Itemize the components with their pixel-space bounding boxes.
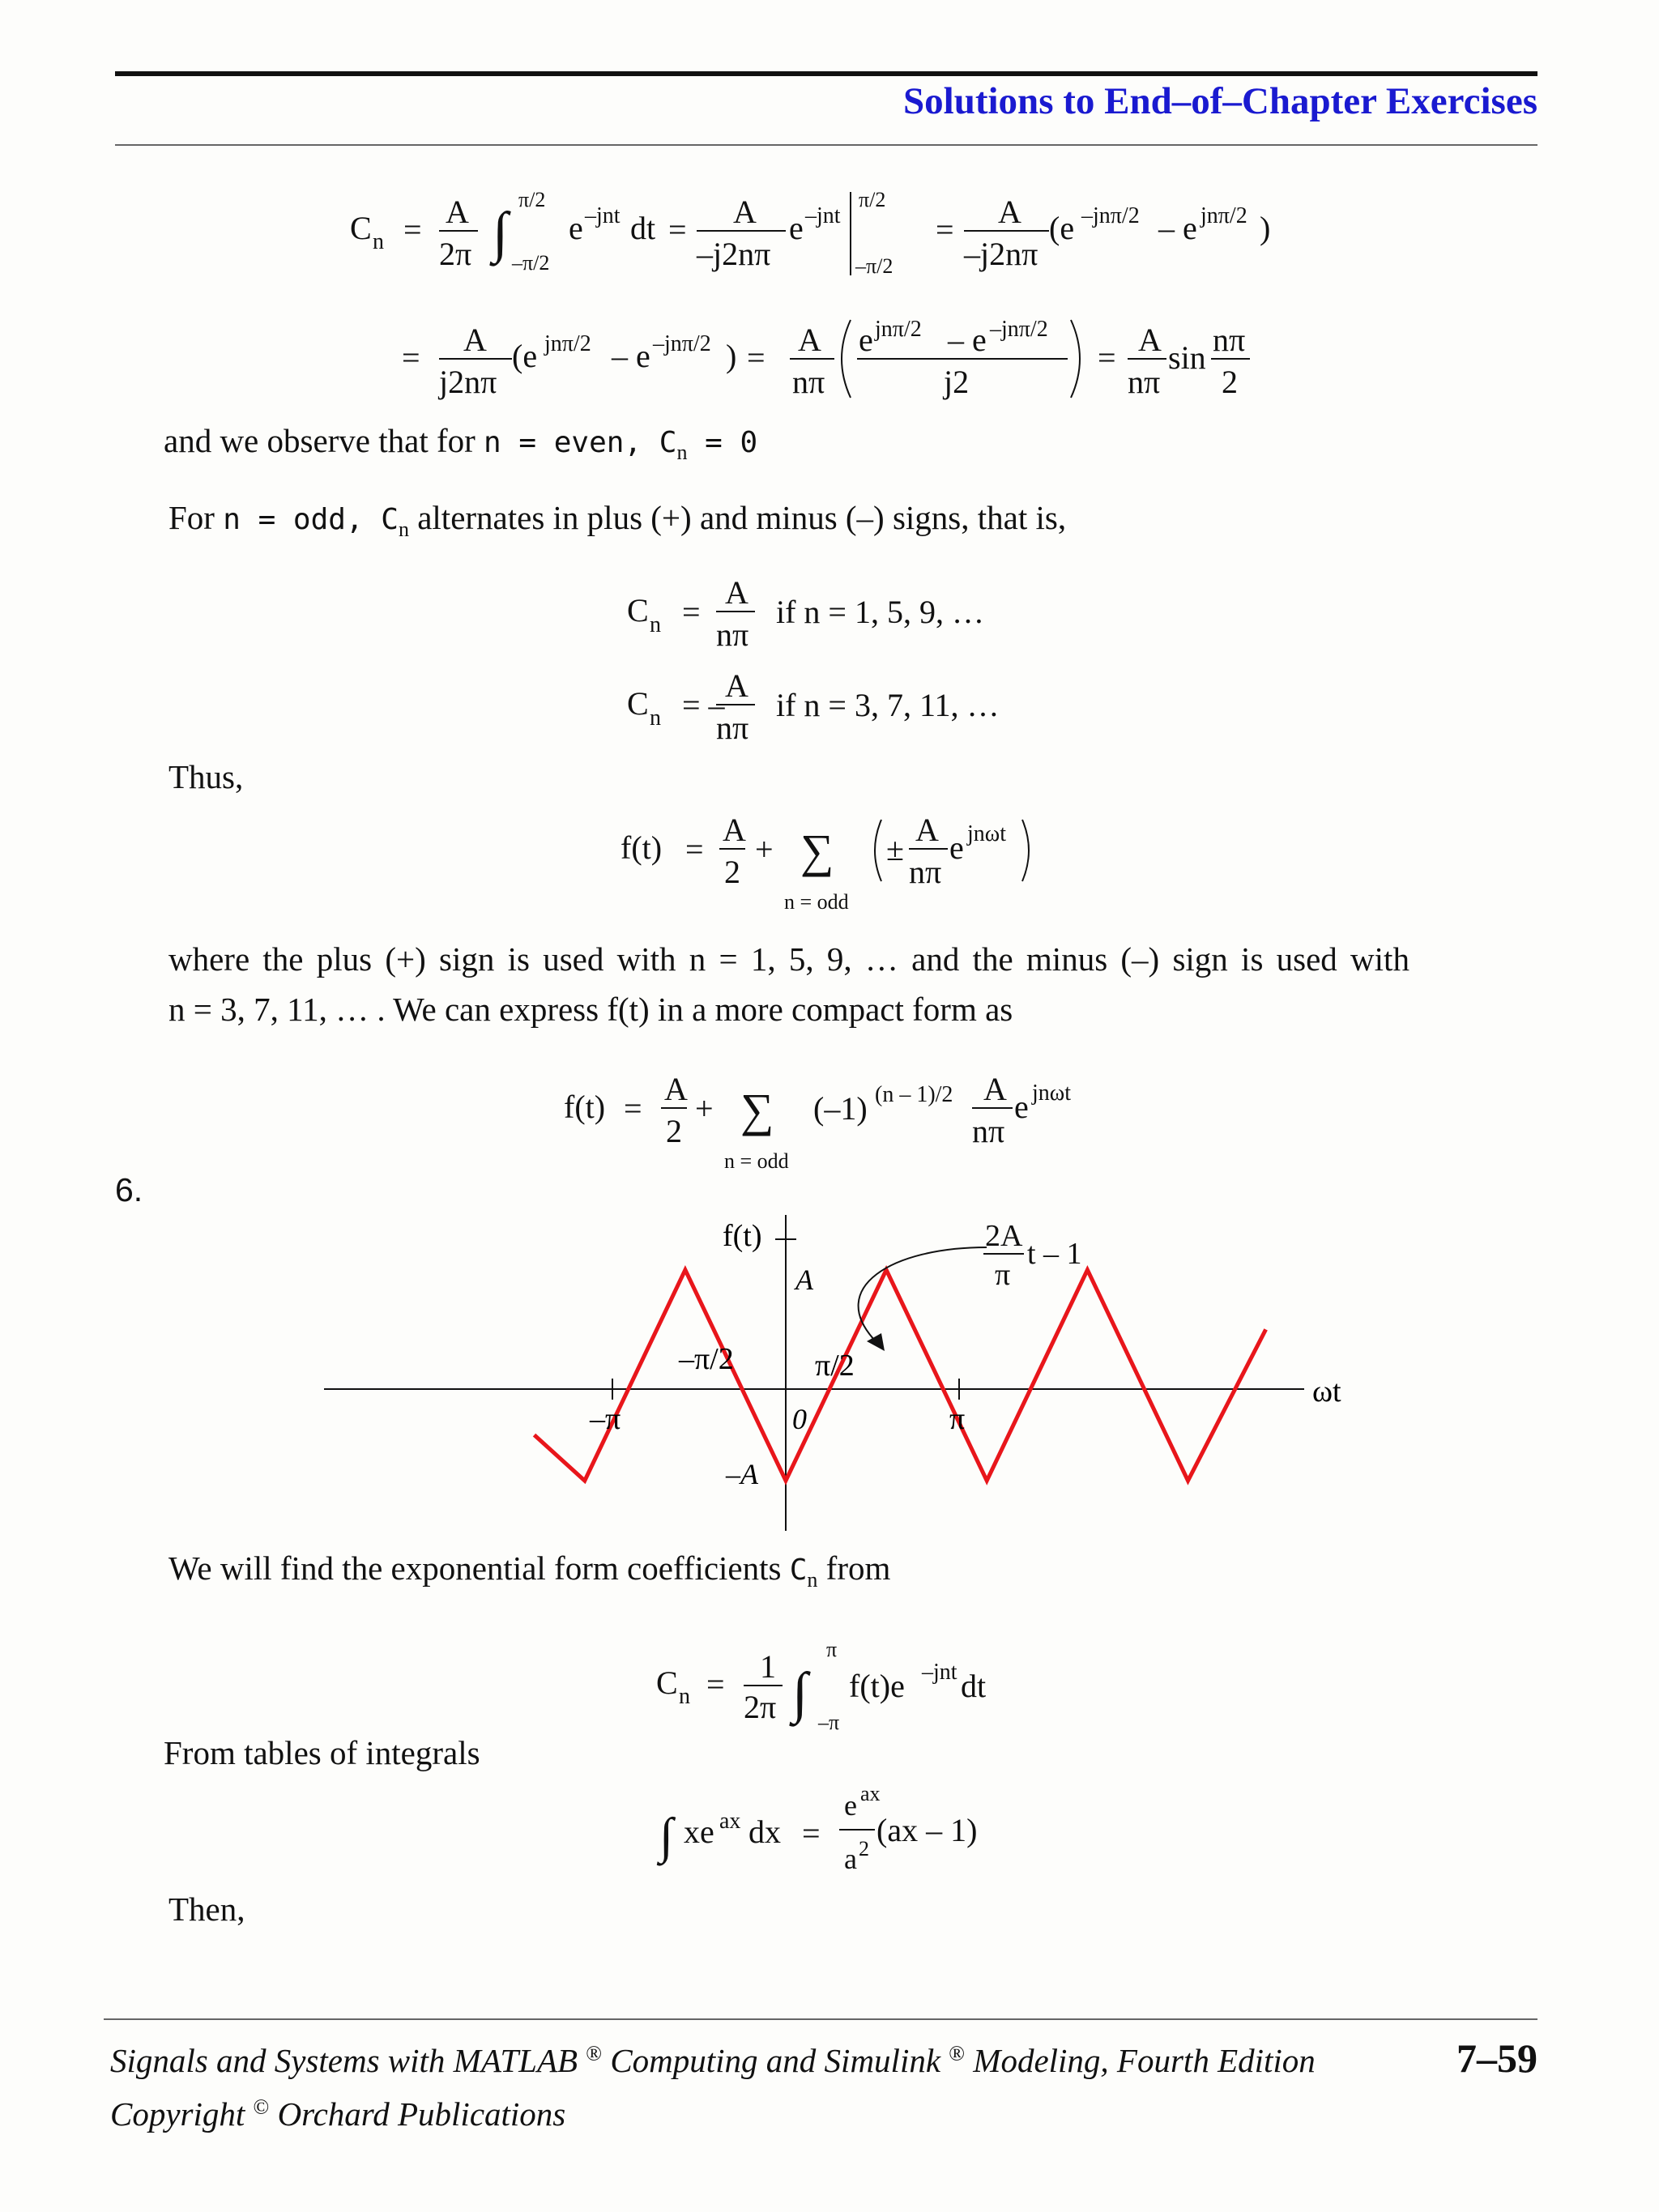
- svg-text:=: =: [685, 831, 704, 867]
- svg-text:±: ±: [886, 831, 904, 867]
- svg-text:=: =: [936, 211, 954, 248]
- svg-text:π/2: π/2: [859, 188, 886, 211]
- header-underline: [115, 144, 1537, 146]
- svg-text:if n = 1, 5, 9, …: if n = 1, 5, 9, …: [776, 594, 984, 630]
- svg-text:f(t)e: f(t)e: [849, 1668, 905, 1704]
- svg-text:= –: = –: [682, 687, 725, 723]
- svg-text:∫: ∫: [659, 1809, 673, 1864]
- copyright-mark: ©: [253, 2095, 270, 2119]
- svg-text:=: =: [403, 211, 422, 248]
- even-observation: [164, 421, 757, 465]
- svg-text:nπ: nπ: [792, 364, 825, 400]
- svg-text:ax: ax: [860, 1782, 881, 1805]
- svg-text:+: +: [755, 831, 774, 867]
- svg-text:–π: –π: [818, 1711, 840, 1734]
- svg-text:a: a: [844, 1843, 857, 1875]
- svg-text:n: n: [650, 612, 661, 637]
- svg-text:dx: dx: [748, 1813, 781, 1850]
- svg-text:if n = 3, 7, 11, …: if n = 3, 7, 11, …: [776, 687, 1000, 723]
- svg-text:j2nπ: j2nπ: [439, 364, 497, 400]
- page-number: 7–59: [1456, 2035, 1537, 2081]
- svg-text:C: C: [627, 685, 649, 722]
- svg-text:e: e: [1014, 1089, 1029, 1125]
- odd-for: For: [168, 499, 215, 536]
- svg-text:(e: (e: [1049, 210, 1075, 246]
- top-rule: [115, 71, 1537, 76]
- footer-book-title: [110, 2041, 1316, 2080]
- svg-text:f(t): f(t): [621, 829, 663, 866]
- svg-text:nπ: nπ: [716, 616, 749, 653]
- even-subscript: n: [676, 441, 688, 465]
- table-integral-equation: [656, 1778, 1013, 1891]
- svg-text:– e: – e: [1158, 210, 1197, 246]
- svg-text:A: A: [725, 574, 748, 611]
- svg-text:–jnt: –jnt: [922, 1660, 957, 1685]
- svg-text:C: C: [656, 1664, 678, 1701]
- svg-text:n: n: [679, 1684, 690, 1709]
- svg-text:–jnπ/2: –jnπ/2: [653, 331, 711, 356]
- svg-text:–jnπ/2: –jnπ/2: [990, 317, 1048, 342]
- y-axis-label: f(t): [723, 1219, 762, 1253]
- svg-text:∑: ∑: [800, 825, 834, 877]
- tables-label: From tables of integrals: [164, 1734, 480, 1771]
- svg-text:jnπ/2: jnπ/2: [875, 317, 922, 342]
- svg-text:e: e: [844, 1789, 857, 1822]
- svg-text:A: A: [664, 1071, 688, 1107]
- svg-text:–j2nπ: –j2nπ: [697, 236, 771, 272]
- svg-text:–jnt: –jnt: [585, 203, 621, 228]
- svg-text:=: =: [682, 594, 701, 630]
- odd-observation: [168, 498, 1066, 542]
- svg-text:–π/2: –π/2: [855, 254, 893, 278]
- svg-text:1: 1: [760, 1648, 776, 1685]
- svg-text:∫: ∫: [792, 1662, 808, 1724]
- svg-text:A: A: [723, 812, 746, 848]
- registered-mark-1: ®: [586, 2041, 603, 2065]
- svg-text:(e: (e: [512, 338, 538, 374]
- svg-text:(ax – 1): (ax – 1): [876, 1812, 978, 1848]
- even-zero: = 0: [687, 426, 758, 459]
- even-observation-text: and we observe that for: [164, 422, 476, 459]
- svg-text:f(t): f(t): [564, 1089, 606, 1125]
- svg-text:n = odd: n = odd: [784, 890, 849, 914]
- svg-text:jnωt: jnωt: [1032, 1080, 1071, 1106]
- svg-text:2A: 2A: [985, 1219, 1023, 1253]
- svg-text:jnωt: jnωt: [967, 821, 1006, 846]
- ft-series-equation: [616, 802, 1069, 923]
- odd-subscript: n: [398, 518, 409, 542]
- svg-text:A: A: [1138, 322, 1162, 358]
- svg-text:xe: xe: [684, 1813, 714, 1850]
- origin-label: 0: [792, 1403, 807, 1435]
- neg-amp-label: –A: [726, 1458, 758, 1490]
- svg-text:t – 1: t – 1: [1027, 1237, 1082, 1271]
- find-cn: C: [789, 1554, 808, 1587]
- svg-text:– e: – e: [948, 322, 987, 358]
- pi-label: π: [949, 1402, 966, 1436]
- svg-text:2: 2: [666, 1113, 682, 1149]
- svg-text:j2: j2: [944, 364, 970, 400]
- svg-text:=: =: [624, 1090, 642, 1127]
- svg-text:2π: 2π: [744, 1689, 777, 1725]
- svg-text:π: π: [826, 1638, 838, 1661]
- svg-text:∫: ∫: [493, 202, 509, 264]
- svg-text:A: A: [983, 1071, 1007, 1107]
- cn-derivation-equation: [324, 174, 1345, 409]
- svg-text:A: A: [463, 322, 487, 358]
- annotation-formula: [983, 1219, 1082, 1292]
- svg-text:(–1): (–1): [813, 1090, 868, 1127]
- thus-label: Thus,: [168, 758, 244, 795]
- neg-pi-label: –π: [590, 1402, 621, 1436]
- copyright-word: Copyright: [110, 2095, 245, 2133]
- cn-cases-equation: [616, 571, 1069, 757]
- svg-text:e: e: [569, 210, 583, 246]
- where-line-2: n = 3, 7, 11, … . We can express f(t) in a more compact form as: [168, 991, 1013, 1028]
- svg-text:A: A: [733, 194, 757, 230]
- svg-text:–jnπ/2: –jnπ/2: [1081, 203, 1140, 228]
- svg-text:n = odd: n = odd: [724, 1149, 789, 1173]
- svg-text:A: A: [446, 194, 469, 230]
- svg-text:A: A: [915, 812, 939, 848]
- find-from: from: [825, 1549, 891, 1587]
- annotation-arrowhead: [867, 1333, 885, 1351]
- svg-text:dt: dt: [961, 1668, 987, 1704]
- cn-integral-equation: [648, 1632, 1021, 1745]
- svg-text:2π: 2π: [439, 236, 472, 272]
- svg-text:e: e: [859, 322, 873, 358]
- svg-text:ax: ax: [719, 1809, 741, 1834]
- svg-text:=: =: [706, 1666, 725, 1703]
- svg-text:nπ: nπ: [1128, 364, 1161, 400]
- odd-condition: n = odd, C: [223, 503, 399, 536]
- svg-text:C: C: [627, 592, 649, 629]
- svg-text:e: e: [789, 210, 804, 246]
- x-axis-label: ωt: [1312, 1375, 1341, 1409]
- svg-text:nπ: nπ: [1213, 322, 1246, 358]
- footer-title-part3: Modeling, Fourth Edition: [973, 2042, 1316, 2079]
- even-condition: n = even, C: [484, 426, 677, 459]
- registered-mark-2: ®: [949, 2041, 966, 2065]
- triangle-wave-graph: [308, 1199, 1410, 1539]
- ft-compact-equation: [559, 1061, 1110, 1183]
- then-label: Then,: [168, 1890, 245, 1928]
- svg-text:dt: dt: [630, 210, 656, 246]
- svg-text:=: =: [802, 1815, 821, 1852]
- find-cn-sub: n: [807, 1568, 818, 1592]
- svg-text:–π/2: –π/2: [512, 251, 550, 275]
- footer-title-part2: Computing and Simulink: [610, 2042, 941, 2079]
- odd-rest: alternates in plus (+) and minus (–) signs, that is,: [417, 499, 1067, 536]
- amp-label: A: [795, 1264, 813, 1296]
- svg-text:2: 2: [859, 1837, 869, 1860]
- svg-text:(n – 1)/2: (n – 1)/2: [875, 1082, 953, 1107]
- svg-text:n: n: [650, 705, 661, 731]
- svg-text:=: =: [1098, 339, 1116, 376]
- footer-copyright: [110, 2095, 565, 2133]
- svg-text:n: n: [373, 229, 384, 254]
- svg-text:nπ: nπ: [909, 854, 942, 890]
- svg-text:): ): [726, 338, 737, 374]
- svg-text:A: A: [998, 194, 1021, 230]
- publisher-name: Orchard Publications: [277, 2095, 566, 2133]
- svg-text:π: π: [995, 1258, 1011, 1292]
- svg-text:jnπ/2: jnπ/2: [1201, 203, 1247, 228]
- footer-rule: [104, 2018, 1537, 2020]
- svg-text:–jnt: –jnt: [805, 203, 841, 228]
- svg-text:nπ: nπ: [972, 1113, 1005, 1149]
- problem-number: 6.: [115, 1171, 143, 1208]
- svg-text:–j2nπ: –j2nπ: [964, 236, 1038, 272]
- svg-text:π/2: π/2: [518, 188, 546, 211]
- where-line-1: where the plus (+) sign is used with n = 1, 5, 9, … and the minus (–) sign is used with: [168, 940, 1410, 978]
- svg-text:∑: ∑: [740, 1084, 774, 1136]
- svg-text:A: A: [725, 667, 748, 704]
- page-header-title: Solutions to End–of–Chapter Exercises: [903, 80, 1537, 122]
- find-coefficients-text: [168, 1549, 890, 1592]
- annotation-arrow: [859, 1247, 987, 1340]
- neg-half-pi-label: –π/2: [679, 1342, 734, 1376]
- svg-text:e: e: [949, 829, 964, 866]
- half-pi-label: π/2: [815, 1349, 855, 1383]
- svg-text:=: =: [668, 211, 687, 248]
- svg-text:=: =: [402, 339, 420, 376]
- svg-text:+: +: [695, 1090, 714, 1127]
- svg-text:2: 2: [724, 854, 740, 890]
- svg-text:nπ: nπ: [716, 710, 749, 746]
- svg-text:C: C: [350, 210, 372, 246]
- svg-text:jnπ/2: jnπ/2: [544, 331, 591, 356]
- svg-text:2: 2: [1222, 364, 1238, 400]
- find-coeff-lead: We will find the exponential form coefficients: [168, 1549, 782, 1587]
- svg-text:=: =: [747, 339, 766, 376]
- triangle-wave-line: [535, 1270, 1266, 1481]
- svg-text:): ): [1260, 210, 1271, 246]
- svg-text:A: A: [798, 322, 821, 358]
- svg-text:– e: – e: [612, 338, 650, 374]
- footer-title-part1: Signals and Systems with MATLAB: [110, 2042, 578, 2079]
- svg-text:sin: sin: [1168, 339, 1206, 376]
